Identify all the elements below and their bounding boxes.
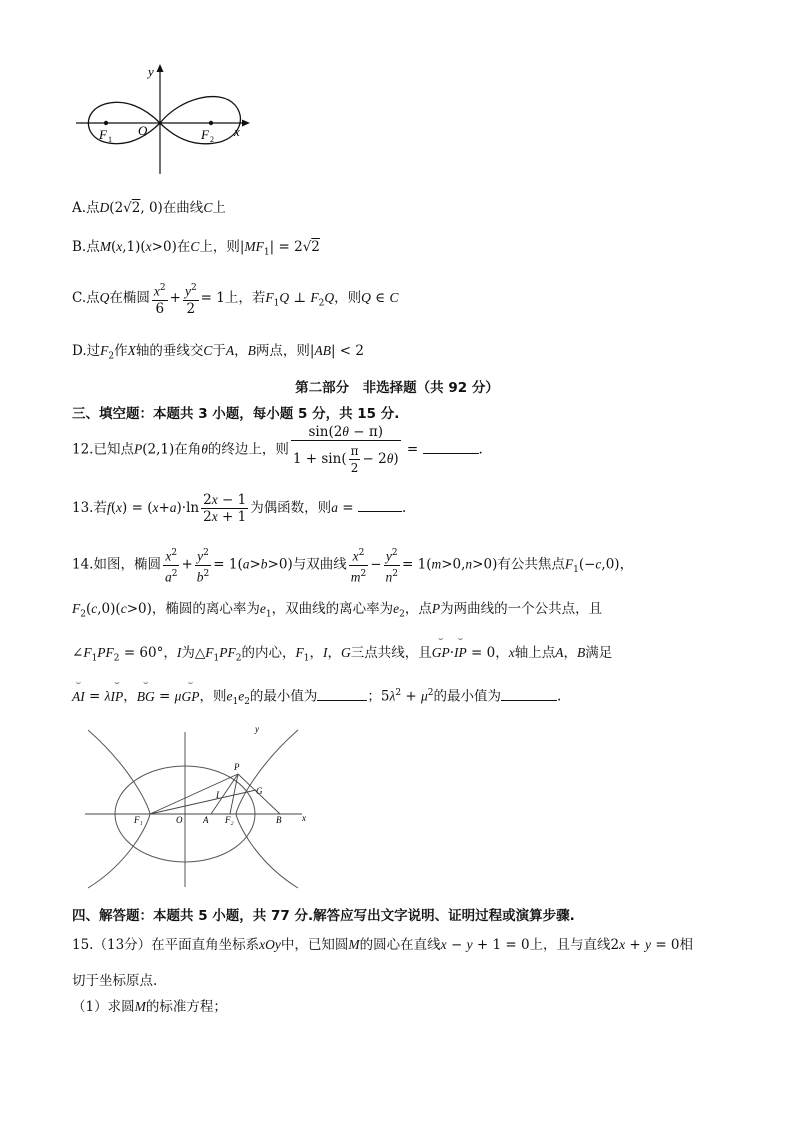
q14-line2-b: ，双曲线的离心率为 [271, 601, 394, 617]
q14-line4-b: 的最小值为 [249, 688, 318, 705]
option-d-text2: 轴的垂线交 [135, 343, 204, 359]
q14-text1: 如图，椭圆 [93, 556, 161, 573]
section-2-title: 第二部分 非选择题（共 92 分） [295, 380, 499, 396]
fig2-b-label: B [276, 815, 282, 825]
q15-text5: 相 [679, 937, 694, 953]
q14-line3-d: 轴上点 [514, 645, 556, 661]
option-b-point: M [99, 239, 111, 254]
option-d-text3: 于 [212, 343, 226, 359]
q14-answer-blank-1[interactable] [317, 688, 367, 701]
option-a-text2: 上 [212, 200, 226, 216]
q13-text1: 若 [93, 500, 107, 516]
question-14-line2: $F_2(c,0)(c>0)$，椭圆的离心率为$e_1$，双曲线的离心率为$e_2$，点P为两曲线的一个公共点，且 [72, 601, 603, 620]
ellipse-hyperbola-figure [80, 722, 320, 890]
fig2-f1-label: F₁ [134, 815, 143, 825]
q15-text1: 在平面直角坐标系 [151, 937, 260, 953]
option-a: A.点D(2√2, 0)在曲线C上 [72, 200, 226, 216]
question-15-part1: （1）求圆M的标准方程； [72, 999, 227, 1015]
q12-number: 12. [72, 441, 94, 458]
section-3-title: 三、填空题：本题共 3 小题，每小题 5 分，共 15 分. [72, 406, 400, 422]
fig2-g-label: G [256, 786, 263, 796]
option-b-prefix: B.点 [72, 239, 100, 255]
x-axis-label: x [234, 124, 240, 139]
question-15-line2: 切于坐标原点. [72, 973, 158, 989]
option-a-point: D [99, 200, 110, 215]
q14-line2-a: ，椭圆的离心率为 [151, 601, 260, 617]
question-14-line3: $\angle F_1PF_2 = 60^\circ$，I为$\triangle F_1PF_2$的内心，$F_1$，I，G三点共线，且⌣ GP·⌣ IP = 0，x轴上点A，B满足 [72, 644, 612, 668]
question-15-line1: 15.（13分）在平面直角坐标系xOy中，已知圆M的圆心在直线x − y + 1 = 0上，且与直线2x + y = 0相 [72, 937, 694, 953]
option-c: C.点Q在椭圆 $\frac{x^2}{6}$ + $\frac{y^2}{2}$ = 1上，若$F_1Q$ ⊥ $F_2Q$，则Q ∈ C [72, 280, 398, 317]
fig2-origin-label: O [176, 815, 183, 825]
option-c-frac-x: $\frac{x^2}{6}$ [152, 280, 168, 317]
q15-text2: 中，已知圆 [280, 937, 349, 953]
q14-line3-a: 为 [181, 645, 195, 661]
q12-text3: 的终边上，则 [207, 441, 289, 458]
option-c-text3: ，则 [334, 289, 362, 306]
option-c-prefix: C.点 [72, 289, 100, 306]
fig2-f2-label: F₂ [225, 815, 234, 825]
q12-fraction: sin(2θ − π) 1 + sin( $\frac{\pi}{2}$ − 2θ) [292, 424, 399, 475]
y-axis-label: y [148, 64, 154, 79]
q14-line2-d: 为两曲线的一个公共点，且 [440, 601, 603, 617]
focus-f2-dot [209, 121, 213, 125]
q13-text2: 为偶函数，则 [250, 500, 332, 516]
section-4-title: 四、解答题：本题共 5 小题，共 77 分.解答应写出文字说明、证明过程或演算步骤. [72, 908, 575, 924]
f2-sub: 2 [210, 135, 214, 144]
q14-text2: 与双曲线 [292, 556, 347, 573]
q13-number: 13. [72, 500, 94, 516]
q14-number: 14. [72, 556, 94, 573]
q14-text3: 有公共焦点 [497, 556, 565, 573]
option-a-prefix: A.点 [72, 200, 100, 216]
option-b-text1: 在 [176, 239, 191, 255]
f1-sub: 1 [108, 135, 112, 144]
option-c-text2: 上，若 [224, 289, 266, 306]
option-d-text4: 两点，则 [255, 343, 310, 359]
option-d: D.过$F_2$作X轴的垂线交C于A，B两点，则|AB| < 2 [72, 343, 364, 362]
q15-text3: 的圆心在直线 [359, 937, 441, 953]
q15-part1-a: （1）求圆 [72, 999, 135, 1015]
fig2-a-label: A [203, 815, 209, 825]
q13-fraction: $\frac{2x - 1}{2x + 1}$ [203, 492, 247, 525]
f2-label: F [201, 127, 209, 142]
focus-f1-dot [104, 121, 108, 125]
q14-line3-e: 满足 [585, 645, 613, 661]
q13-answer-blank[interactable] [358, 499, 402, 512]
option-b: B.点M(x,1)(x>0)在C上，则$|MF_1| = 2√2$ [72, 239, 320, 258]
option-a-text1: 在曲线 [162, 200, 204, 216]
option-d-prefix: D.过 [72, 343, 101, 359]
hyperbola-right-branch [236, 730, 298, 888]
origin-label: O [138, 123, 148, 138]
q15-text4: 上，且与直线 [529, 937, 611, 953]
q15-score: （13分） [93, 937, 152, 953]
q12-answer-blank[interactable] [423, 441, 479, 454]
hyperbola-left-branch [88, 730, 150, 888]
question-12: 12.已知点P(2,1)在角θ的终边上，则 sin(2θ − π) 1 + sin( $\frac{\pi}{2}$ − 2θ) = . [72, 424, 483, 475]
fig2-i-label: I [216, 790, 219, 800]
q14-answer-blank-2[interactable] [501, 688, 557, 701]
q14-line3-b: 的内心， [241, 645, 296, 661]
q15-part1-b: 的标准方程； [145, 999, 227, 1015]
q14-line2-c: ，点 [404, 601, 432, 617]
option-d-text1: 作 [114, 343, 128, 359]
option-b-text2: 上，则 [199, 239, 240, 255]
question-14-line4: ⌣ AI = λ⌣ IP，⌣ BG = μ⌣ GP，则$e_1e_2$的最小值为 ；$5\lambda^2 + \mu^2$的最小值为 . [72, 684, 561, 711]
q12-text2: 在角 [174, 441, 202, 458]
question-14-line1: 14.如图，椭圆 $\frac{x^2}{a^2}$ + $\frac{y^2}{b^2}$ = 1(a>b>0)与双曲线 $\frac{x^2}{m^2}$ − $\frac{y^2}{n^2}$ = 1(m>0,n>0)有公共焦点$F_1(-c,0)$， [72, 545, 633, 585]
q15-number: 15. [72, 937, 94, 953]
fig2-p-label: P [234, 762, 240, 772]
option-b-expr: $|MF_1| = 2√2$ [239, 239, 320, 258]
lemniscate-figure [70, 58, 255, 176]
q14-line4-a: ，则 [199, 688, 227, 705]
x-axis-arrow [242, 120, 250, 127]
option-a-curve: C [203, 200, 213, 215]
option-c-text1: 在椭圆 [109, 289, 150, 306]
f1-label: F [99, 127, 107, 142]
q14-line4-c: 的最小值为 [433, 688, 502, 705]
q14-line3-c: 三点共线，且 [350, 645, 432, 661]
y-axis-arrow [157, 64, 164, 72]
question-13: 13.若f(x) = (x+a)·ln $\frac{2x - 1}{2x + 1}$ 为偶函数，则a = . [72, 492, 407, 525]
fig2-y-label: y [255, 724, 259, 734]
fig2-x-label: x [302, 813, 306, 823]
option-c-frac-y: $\frac{y^2}{2}$ [183, 280, 199, 317]
q12-text1: 已知点 [93, 441, 134, 458]
